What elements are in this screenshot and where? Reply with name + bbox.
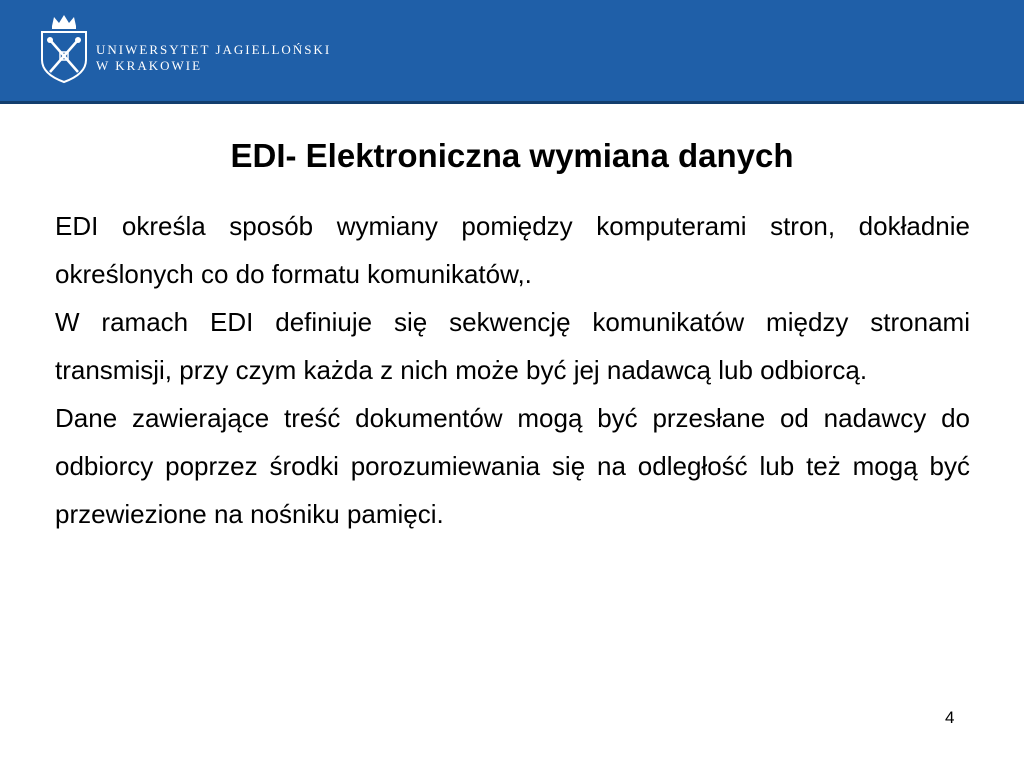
paragraph: W ramach EDI definiuje się sekwencję komunikatów między stronami transmisji, przy czym każda z nich może być jej nadawcą lub odbiorcą.	[55, 307, 970, 385]
header-bar	[0, 0, 1024, 104]
slide-title: EDI- Elektroniczna wymiana danych	[230, 137, 794, 174]
paragraph: EDI określa sposób wymiany pomiędzy komputerami stron, dokładnie określonych co do formatu komunikatów,.	[55, 211, 970, 289]
slide-body	[55, 202, 970, 538]
university-name-line2: W KRAKOWIE	[96, 58, 203, 73]
page-number: 4	[945, 708, 955, 727]
university-name-line1: UNIWERSYTET JAGIELLOŃSKI	[96, 42, 332, 57]
paragraph: Dane zawierające treść dokumentów mogą być przesłane od nadawcy do odbiorcy poprzez środki porozumiewania się na odległość lub też mogą być przewiezione na nośniku pamięci.	[55, 403, 970, 529]
university-name	[96, 42, 331, 74]
university-logo-icon	[38, 14, 90, 84]
